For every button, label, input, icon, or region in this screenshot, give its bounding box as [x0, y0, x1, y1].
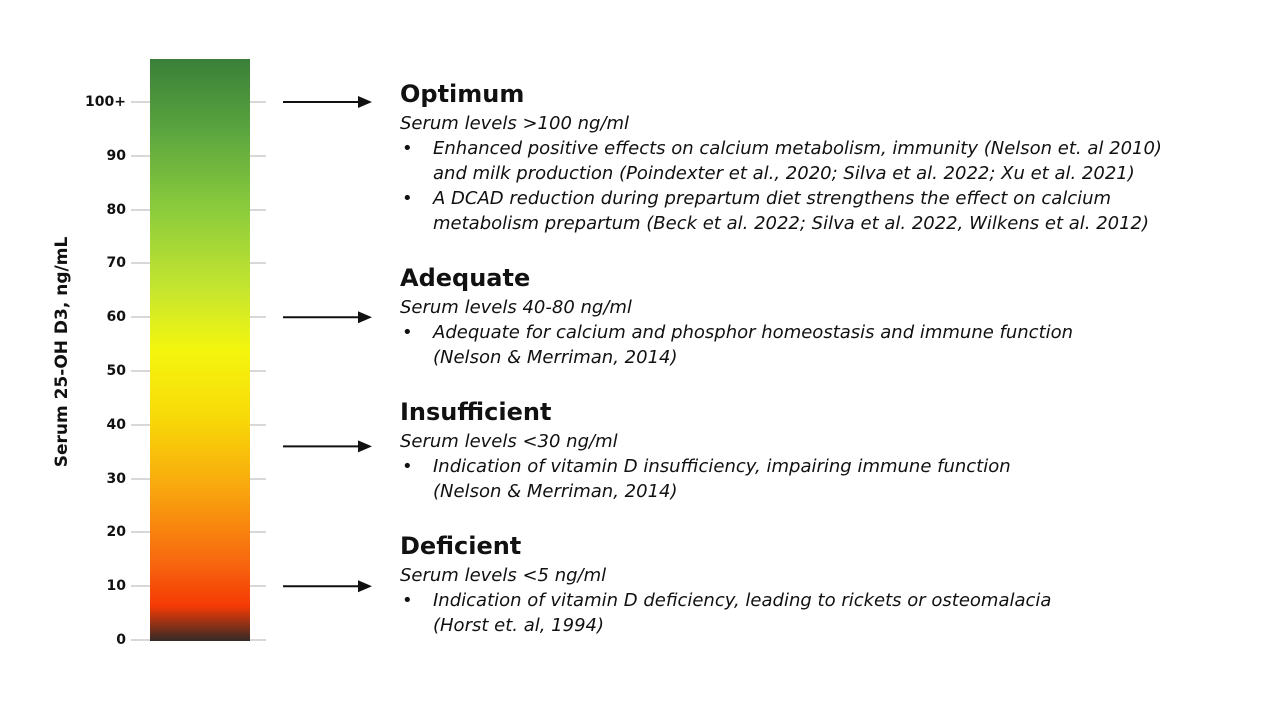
arrow-deficient — [283, 580, 372, 592]
tick-label: 30 — [106, 470, 126, 487]
tick-label: 40 — [106, 416, 126, 433]
bullet-list — [400, 588, 1260, 638]
serum-range: Serum levels <5 ng/ml — [400, 565, 607, 586]
bullet-list — [400, 454, 1260, 504]
bullet-line: Adequate for calcium and phosphor homeostasis and immune function — [433, 322, 1074, 343]
section-title: Deficient — [400, 532, 522, 560]
bullet-line: (Nelson & Merriman, 2014) — [433, 481, 678, 502]
bullet-item — [400, 136, 1260, 186]
bullet-list — [400, 320, 1260, 370]
section-insufficient — [400, 398, 1260, 504]
arrow-optimum — [283, 96, 372, 108]
tick-label: 0 — [116, 632, 126, 648]
serum-range: Serum levels >100 ng/ml — [400, 113, 630, 134]
bullet-dot: • — [402, 138, 413, 159]
tick-label: 70 — [106, 255, 126, 272]
serum-range: Serum levels <30 ng/ml — [400, 431, 618, 452]
bullet-list — [400, 136, 1260, 236]
bullet-line: A DCAD reduction during prepartum diet strengthens the effect on calcium — [433, 188, 1112, 209]
bullet-line: metabolism prepartum (Beck et al. 2022; Silva et al. 2022, Wilkens et al. 2012) — [433, 213, 1150, 234]
serum-range: Serum levels 40-80 ng/ml — [400, 297, 632, 318]
arrow-insufficient — [283, 440, 372, 452]
tick-label: 60 — [106, 309, 126, 326]
tick-label: 10 — [106, 578, 126, 595]
bullet-dot: • — [402, 590, 413, 611]
section-deficient — [400, 532, 1260, 638]
bullet-dot: • — [402, 322, 413, 343]
section-title: Adequate — [400, 264, 531, 292]
bullet-line: Indication of vitamin D insufficiency, impairing immune function — [433, 456, 1011, 477]
bullet-line: and milk production (Poindexter et al., 2020; Silva et al. 2022; Xu et al. 2021) — [433, 163, 1135, 184]
bullet-item — [400, 454, 1260, 504]
bullet-item — [400, 588, 1260, 638]
tick-label: 100+ — [85, 94, 126, 110]
tick-label: 20 — [106, 524, 126, 541]
bullet-line: Enhanced positive effects on calcium metabolism, immunity (Nelson et. al 2010) — [433, 138, 1162, 159]
section-title: Optimum — [400, 80, 525, 108]
bullet-dot: • — [402, 456, 413, 477]
tick-label: 90 — [106, 147, 126, 164]
arrow-adequate — [283, 311, 372, 323]
bullet-line: (Horst et. al, 1994) — [433, 615, 605, 636]
bullet-line: (Nelson & Merriman, 2014) — [433, 347, 678, 368]
bullet-item — [400, 320, 1260, 370]
section-adequate — [400, 264, 1260, 370]
bullet-item — [400, 186, 1260, 236]
bullet-dot: • — [402, 188, 413, 209]
y-axis-label: Serum 25-OH D3, ng/mL — [52, 236, 72, 468]
section-title: Insufficient — [400, 398, 552, 426]
tick-label: 50 — [106, 363, 126, 379]
tick-label: 80 — [106, 201, 126, 218]
bullet-line: Indication of vitamin D deficiency, leading to rickets or osteomalacia — [433, 590, 1052, 611]
section-optimum — [400, 80, 1260, 236]
